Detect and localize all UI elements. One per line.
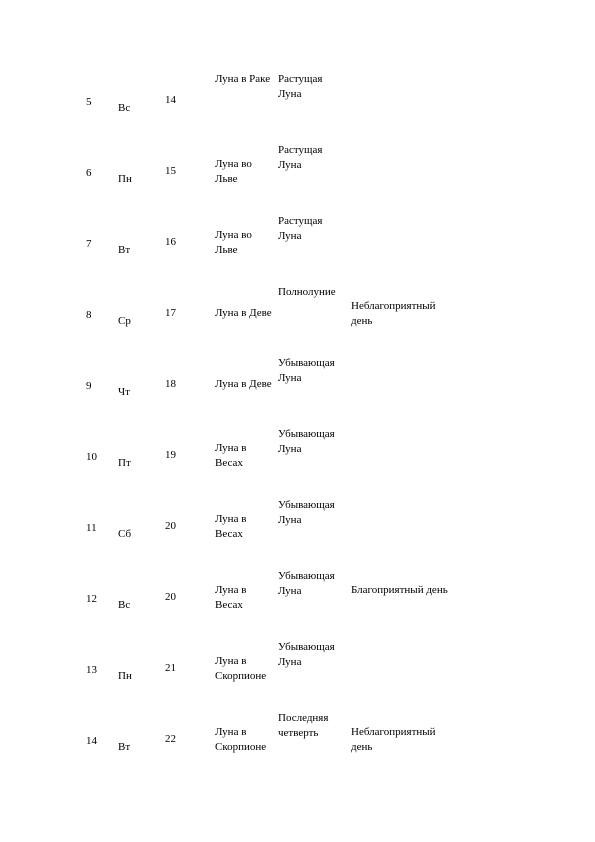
table-row bbox=[0, 71, 595, 142]
day-number: 12 bbox=[86, 593, 97, 605]
moon-sign: Луна во Льве bbox=[215, 229, 252, 256]
weekday: Сб bbox=[118, 528, 132, 540]
moon-phase: Растущая Луна bbox=[278, 144, 323, 171]
table-row bbox=[0, 284, 595, 355]
weekday: Вт bbox=[118, 244, 131, 256]
lunar-day: 16 bbox=[165, 236, 176, 248]
lunar-day: 18 bbox=[165, 378, 176, 390]
moon-phase: Последняя четверть bbox=[278, 712, 329, 739]
day-number: 13 bbox=[86, 664, 97, 676]
table-row bbox=[0, 568, 595, 639]
lunar-day: 15 bbox=[165, 165, 176, 177]
moon-phase: Полнолуние bbox=[278, 286, 336, 298]
lunar-day: 21 bbox=[165, 662, 176, 674]
weekday: Вс bbox=[118, 599, 131, 611]
weekday: Вс bbox=[118, 102, 131, 114]
day-number: 11 bbox=[86, 522, 97, 534]
day-number: 10 bbox=[86, 451, 97, 463]
moon-sign: Луна в Раке bbox=[215, 73, 271, 85]
day-number: 8 bbox=[86, 309, 92, 321]
moon-phase: Убывающая Луна bbox=[278, 499, 335, 526]
table-row bbox=[0, 710, 595, 781]
day-note: Благоприятный день bbox=[351, 584, 448, 596]
weekday: Пт bbox=[118, 457, 131, 469]
moon-phase: Растущая Луна bbox=[278, 215, 323, 242]
moon-sign: Луна в Весах bbox=[215, 584, 247, 611]
moon-sign: Луна в Деве bbox=[215, 307, 272, 319]
day-number: 6 bbox=[86, 167, 92, 179]
moon-sign: Луна во Льве bbox=[215, 158, 252, 185]
moon-phase: Убывающая Луна bbox=[278, 641, 335, 668]
day-note: Неблагоприятный день bbox=[351, 726, 436, 753]
moon-sign: Луна в Весах bbox=[215, 442, 247, 469]
weekday: Пн bbox=[118, 670, 132, 682]
lunar-day: 17 bbox=[165, 307, 176, 319]
weekday: Вт bbox=[118, 741, 131, 753]
moon-sign: Луна в Весах bbox=[215, 513, 247, 540]
moon-phase: Растущая Луна bbox=[278, 73, 323, 100]
weekday: Пн bbox=[118, 173, 132, 185]
table-row bbox=[0, 142, 595, 213]
lunar-day: 20 bbox=[165, 520, 176, 532]
moon-sign: Луна в Скорпионе bbox=[215, 726, 267, 753]
lunar-day: 14 bbox=[165, 94, 176, 106]
table-row bbox=[0, 497, 595, 568]
table-row bbox=[0, 355, 595, 426]
day-number: 7 bbox=[86, 238, 92, 250]
lunar-day: 19 bbox=[165, 449, 176, 461]
moon-phase: Убывающая Луна bbox=[278, 570, 335, 597]
table-row bbox=[0, 213, 595, 284]
weekday: Чт bbox=[118, 386, 130, 398]
lunar-day: 20 bbox=[165, 591, 176, 603]
table-row bbox=[0, 426, 595, 497]
moon-phase: Убывающая Луна bbox=[278, 357, 335, 384]
day-number: 9 bbox=[86, 380, 92, 392]
lunar-day: 22 bbox=[165, 733, 176, 745]
weekday: Ср bbox=[118, 315, 131, 327]
day-note: Неблагоприятный день bbox=[351, 300, 436, 327]
moon-sign: Луна в Деве bbox=[215, 378, 272, 390]
moon-phase: Убывающая Луна bbox=[278, 428, 335, 455]
moon-sign: Луна в Скорпионе bbox=[215, 655, 267, 682]
table-row bbox=[0, 639, 595, 710]
day-number: 14 bbox=[86, 735, 97, 747]
day-number: 5 bbox=[86, 96, 92, 108]
